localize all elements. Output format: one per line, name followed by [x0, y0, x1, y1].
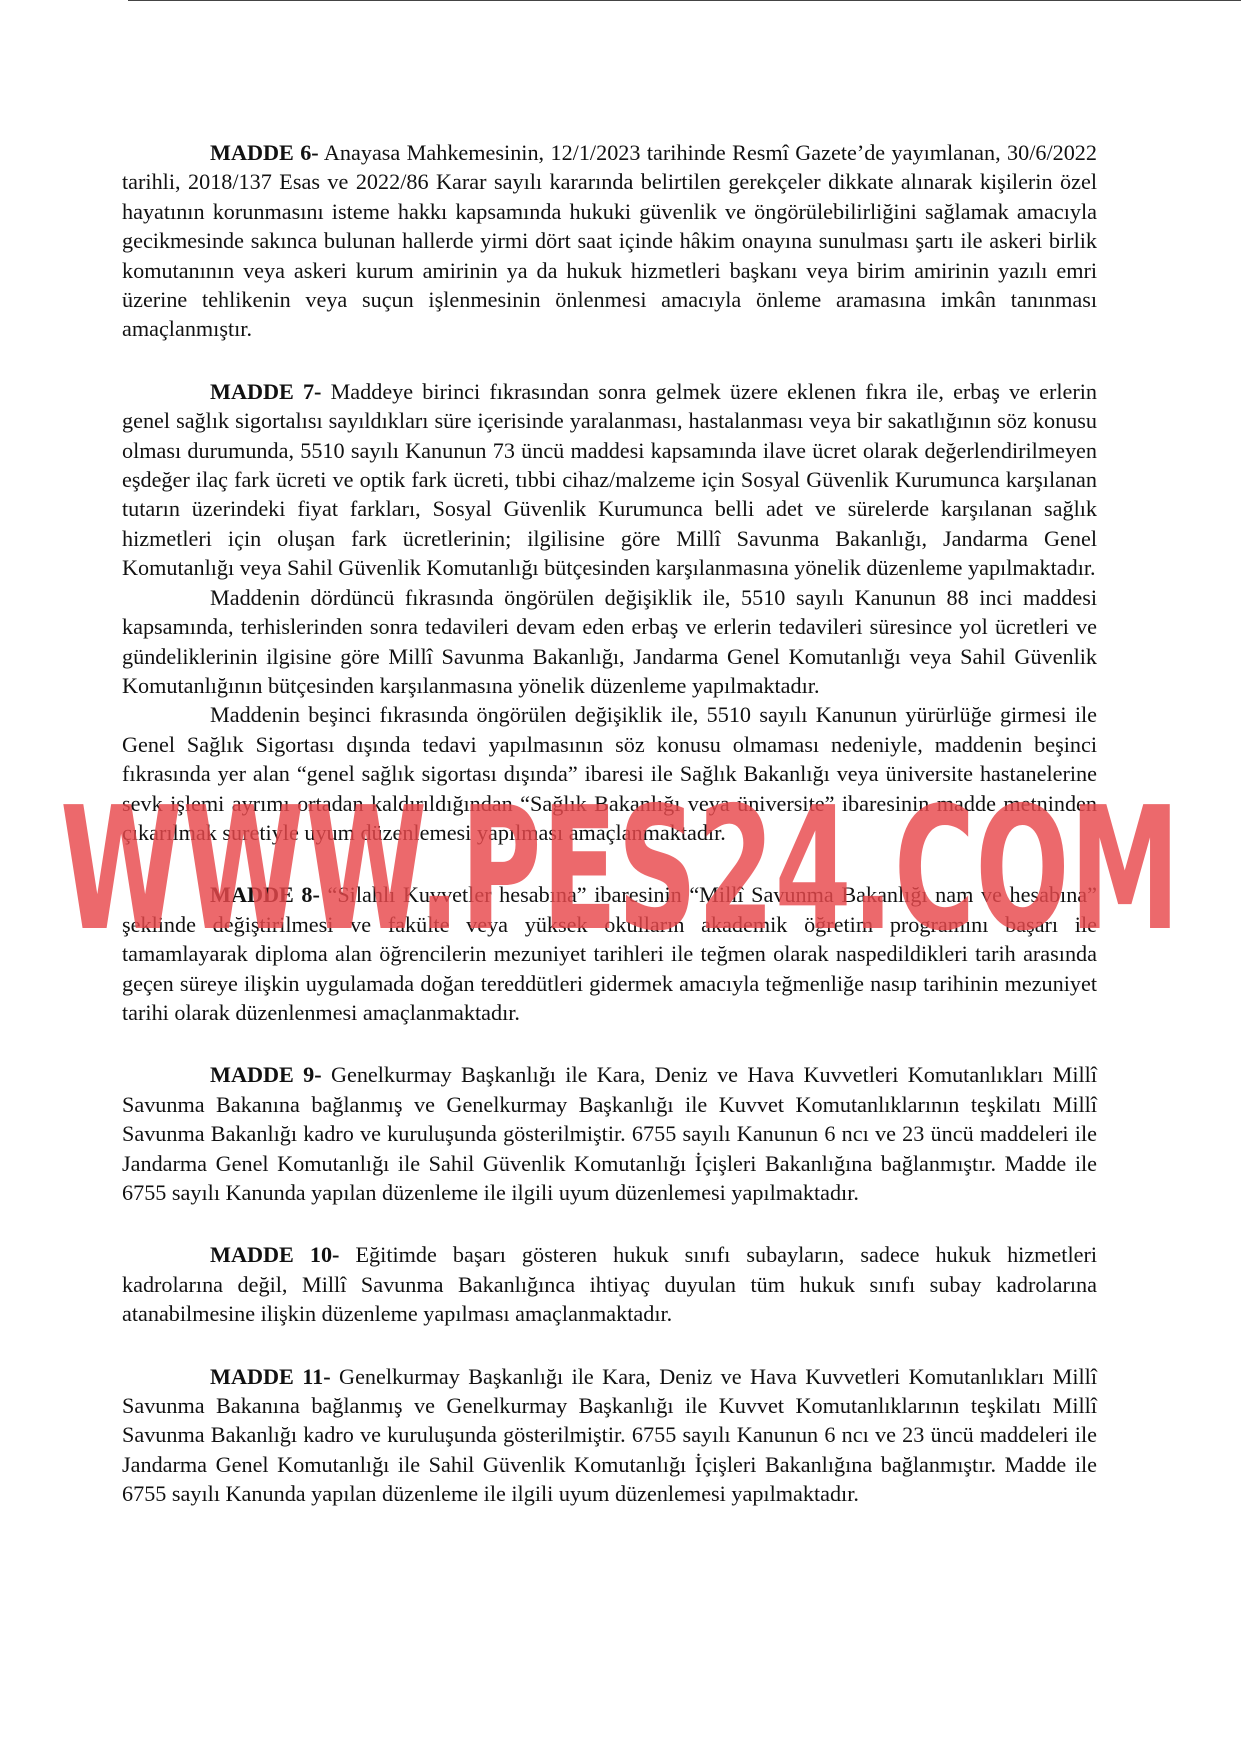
madde-number: MADDE 9-	[210, 1062, 322, 1088]
paragraph-text: Anayasa Mahkemesinin, 12/1/2023 tarihinde Resmî Gazete’de yayımlanan, 30/6/2022 tarihli, 2018/137 Esas ve 2022/86 Karar sayılı kararında belirtilen gerekçeler dikkate alınarak kişilerin özel hayatının korunmasını isteme hakkı kapsamında hukuki güvenlik ve öngörülebilirliğini sağlamak amacıyla gecikmesinde sakınca bulunan hallerde yirmi dört saat içinde hâkim onayına sunulması şartı ile askeri birlik komutanının veya askeri kurum amirinin ya da hukuk hizmetleri başkanı veya birim amirinin yazılı emri üzerine tehlikenin veya suçun işlenmesinin önlenmesi amacıyla önleme aramasına imkân tanınması amaçlanmıştır.	[122, 140, 1097, 342]
madde-section-1	[122, 138, 1097, 344]
madde-number: MADDE 10-	[210, 1242, 340, 1268]
madde-number: MADDE 6-	[210, 140, 319, 165]
paragraph	[122, 138, 1097, 344]
paragraph	[122, 1362, 1097, 1509]
document-body	[122, 138, 1097, 1542]
paragraph	[122, 1060, 1097, 1207]
paragraph	[122, 880, 1097, 1027]
paragraph-text: Maddeye birinci fıkrasından sonra gelmek üzere eklenen fıkra ile, erbaş ve erlerin genel sağlık sigortalısı sayıldıkları süre içerisinde yaralanması, hastalanması veya bir sakatlığının söz konusu olması durumunda, 5510 sayılı Kanunun 73 üncü maddesi kapsamında ilave ücret olarak değerlendirilmeyen eşdeğer ilaç fark ücreti ve optik fark ücreti, tıbbi cihaz/malzeme için Sosyal Güvenlik Kurumunca karşılanan tutarın üzerindeki fiyat farkları, Sosyal Güvenlik Kurumunca belli adet ve sürelerde karşılanan sağlık hizmetleri için oluşan fark ücretlerinin; ilgilisine göre Millî Savunma Bakanlığı, Jandarma Genel Komutanlığı veya Sahil Güvenlik Komutanlığı bütçesinden karşılanmasına yönelik düzenleme yapılmaktadır.	[122, 378, 1097, 581]
paragraph-text: Maddenin dördüncü fıkrasında öngörülen değişiklik ile, 5510 sayılı Kanunun 88 inci maddesi kapsamında, terhislerinden sonra tedavileri devam eden erbaş ve erlerin tedavileri süresince yol ücretleri ve gündeliklerinin ilgisine göre Millî Savunma Bakanlığı, Jandarma Genel Komutanlığı veya Sahil Güvenlik Komutanlığının bütçesinden karşılanmasına yönelik düzenleme yapılmaktadır.	[122, 584, 1097, 698]
watermark-text: WWW.PES24.COM	[60, 790, 1180, 950]
madde-section-4	[122, 1060, 1097, 1207]
madde-number: MADDE 7-	[210, 378, 322, 404]
madde-section-3	[122, 880, 1097, 1027]
top-border-line	[128, 0, 1241, 1]
paragraph	[122, 583, 1097, 701]
paragraph-text: “Silahlı Kuvvetler hesabına” ibaresinin “Millî Savunma Bakanlığı nam ve hesabına” şeklinde değiştirilmesi ve fakülte veya yüksek okulların akademik öğretim programını başarı ile tamamlayarak diploma alan öğrencilerin mezuniyet tarihleri ile teğmen olarak naspedildikleri tarih arasında geçen süreye ilişkin uygulamada doğan tereddütleri gidermek amacıyla teğmenliğe nasıp tarihinin mezuniyet tarihi olarak düzenlenmesi amaçlanmaktadır.	[122, 882, 1097, 1025]
madde-section-6	[122, 1362, 1097, 1509]
madde-section-2	[122, 377, 1097, 848]
paragraph	[122, 377, 1097, 583]
madde-section-5	[122, 1240, 1097, 1328]
paragraph-text: Genelkurmay Başkanlığı ile Kara, Deniz ve Hava Kuvvetleri Komutanlıkları Millî Savunma Bakanına bağlanmış ve Genelkurmay Başkanlığı ile Kuvvet Komutanlıklarının teşkilatı Millî Savunma Bakanlığı kadro ve kuruluşunda gösterilmiştir. 6755 sayılı Kanunun 6 ncı ve 23 üncü maddeleri ile Jandarma Genel Komutanlığı ile Sahil Güvenlik Komutanlığı İçişleri Bakanlığına bağlanmıştır. Madde ile 6755 sayılı Kanunda yapılan düzenleme ile ilgili uyum düzenlemesi yapılmaktadır.	[122, 1363, 1097, 1507]
paragraph-text: Genelkurmay Başkanlığı ile Kara, Deniz ve Hava Kuvvetleri Komutanlıkları Millî Savunma Bakanına bağlanmış ve Genelkurmay Başkanlığı ile Kuvvet Komutanlıklarının teşkilatı Millî Savunma Bakanlığı kadro ve kuruluşunda gösterilmiştir. 6755 sayılı Kanunun 6 ncı ve 23 üncü maddeleri ile Jandarma Genel Komutanlığı ile Sahil Güvenlik Komutanlığı İçişleri Bakanlığına bağlanmıştır. Madde ile 6755 sayılı Kanunda yapılan düzenleme ile ilgili uyum düzenlemesi yapılmaktadır.	[122, 1062, 1097, 1205]
madde-number: MADDE 11-	[210, 1363, 331, 1389]
paragraph-text: Eğitimde başarı gösteren hukuk sınıfı subayların, sadece hukuk hizmetleri kadrolarına değil, Millî Savunma Bakanlığınca ihtiyaç duyulan tüm hukuk sınıfı subay kadrolarına atanabilmesine ilişkin düzenleme yapılması amaçlanmaktadır.	[122, 1242, 1098, 1327]
paragraph	[122, 700, 1097, 847]
madde-number: MADDE 8-	[210, 882, 320, 908]
paragraph-text: Maddenin beşinci fıkrasında öngörülen değişiklik ile, 5510 sayılı Kanunun yürürlüğe girmesi ile Genel Sağlık Sigortası dışında tedavi yapılmasının söz konusu olmaması nedeniyle, maddenin beşinci fıkrasında yer alan “genel sağlık sigortası dışında” ibaresi ile Sağlık Bakanlığı veya üniversite hastanelerine sevk işlemi ayrımı ortadan kaldırıldığından “Sağlık Bakanlığı veya üniversite” ibaresinin madde metninden çıkarılmak suretiyle uyum düzenlemesi yapılması amaçlanmaktadır.	[122, 702, 1097, 845]
paragraph	[122, 1240, 1097, 1328]
